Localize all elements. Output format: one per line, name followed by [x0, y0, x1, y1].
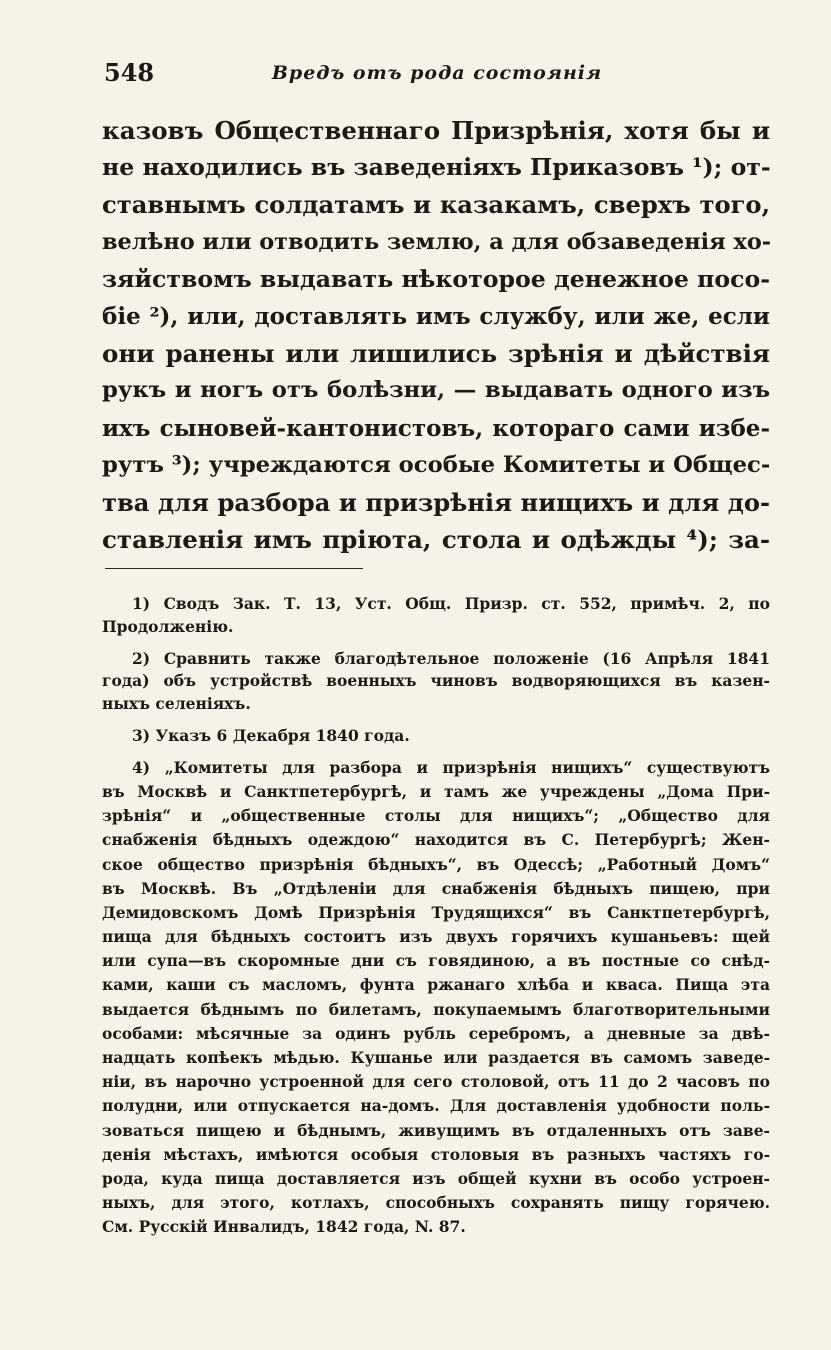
footnote-line: рода, куда пища доставляется изъ общей кухни въ особо устроен- — [102, 1168, 770, 1188]
running-title: Вредъ отъ рода состоянія — [271, 62, 603, 84]
footnote-2 — [102, 648, 770, 716]
footnote-line: полудни, или отпускается на-домъ. Для доставленія удобности поль- — [102, 1096, 770, 1116]
footnote-line: въ Москвѣ и Санктпетербургѣ, и тамъ же учреждены „Дома При- — [102, 781, 770, 801]
footnote-line: См. Русскій Инвалидъ, 1842 года, N. 87. — [102, 1217, 466, 1237]
footnote-line: въ Москвѣ. Въ „Отдѣленіи для снабженія бѣдныхъ пищею, при — [102, 878, 770, 898]
footnotes — [102, 593, 770, 1248]
footnote-line: ныхъ, для этого, котлахъ, способныхъ сохранять пищу горячею. — [102, 1193, 770, 1213]
footnote-line: ныхъ селеніяхъ. — [102, 694, 251, 714]
footnote-line: особами: мѣсячные за одинъ рубль серебромъ, а дневные за двѣ- — [102, 1023, 770, 1043]
body-line: не находились въ заведеніяхъ Приказовъ ¹); от- — [102, 153, 771, 182]
body-line: рукъ и ногъ отъ болѣзни, — выдавать одного изъ — [102, 377, 770, 404]
page-number: 548 — [104, 58, 155, 87]
footnote-line: ское общество призрѣнія бѣдныхъ“, въ Одессѣ; „Работный Домъ“ — [102, 854, 770, 874]
footnote-line: года) объ устройствѣ военныхъ чиновъ водворяющихся въ казен- — [102, 671, 770, 691]
body-line: казовъ Общественнаго Призрѣнія, хотя бы и — [102, 116, 770, 145]
footnote-line: надцать копѣекъ мѣдью. Кушанье или раздается въ самомъ заведе- — [102, 1048, 770, 1068]
footnote-line: или супа—въ скоромные дни съ говядиною, а въ постные со снѣд- — [102, 951, 770, 971]
footnote-line: ками, каши съ масломъ, фунта ржанаго хлѣба и кваса. Пища эта — [102, 975, 770, 995]
footnote-line: 3) Указъ 6 Декабря 1840 года. — [132, 725, 410, 745]
footnote-line: 4) „Комитеты для разбора и призрѣнія нищихъ“ существуютъ — [132, 757, 770, 777]
page-header — [104, 58, 770, 88]
footnote-line: Демидовскомъ Домѣ Призрѣнія Трудящихся“ въ Санктпетербургѣ, — [102, 902, 770, 922]
footnote-separator — [105, 568, 363, 569]
body-line: тва для разбора и призрѣнія нищихъ и для до- — [102, 487, 770, 517]
body-line: рутъ ³); учреждаются особые Комитеты и Общес- — [102, 451, 771, 478]
footnote-line: выдается бѣднымъ по билетамъ, покупаемымъ благотворительными — [102, 999, 770, 1019]
footnote-line: 1) Сводъ Зак. Т. 13, Уст. Общ. Призр. ст. 552, примѣч. 2, по — [132, 594, 770, 613]
body-text — [102, 112, 770, 558]
footnote-3 — [102, 725, 770, 748]
footnote-line: зрѣнія“ и „общественные столы для нищихъ“; „Общество для — [102, 806, 770, 826]
body-line: ставнымъ солдатамъ и казакамъ, сверхъ того, — [102, 190, 770, 220]
footnote-line: ніи, въ нарочно устроенной для сего столовой, отъ 11 до 2 часовъ по — [102, 1072, 770, 1092]
footnote-line: 2) Сравнить также благодѣтельное положеніе (16 Апрѣля 1841 — [132, 648, 770, 668]
footnote-line: пища для бѣдныхъ состоитъ изъ двухъ горячихъ кушаньевъ: щей — [102, 927, 770, 947]
footnote-line: зоваться пищею и бѣднымъ, живущимъ въ отдаленныхъ отъ заве- — [102, 1120, 770, 1140]
footnote-1 — [102, 593, 770, 639]
footnote-4 — [102, 757, 770, 1239]
footnote-line: денія мѣстахъ, имѣются особыя столовыя въ разныхъ частяхъ го- — [102, 1144, 770, 1164]
footnote-line: снабженія бѣдныхъ одеждою“ находится въ С. Петербургѣ; Жен- — [102, 830, 770, 850]
body-line: они ранены или лишились зрѣнія и дѣйствія — [102, 339, 770, 369]
footnote-line: Продолженію. — [102, 616, 234, 636]
body-line: ихъ сыновей-кантонистовъ, котораго сами избе- — [102, 414, 770, 442]
body-line: зяйствомъ выдавать нѣкоторое денежное посо- — [102, 264, 770, 293]
body-line: біе ²), или, доставлять имъ службу, или же, если — [102, 302, 770, 330]
body-line: ставленія имъ пріюта, стола и одѣжды ⁴); за- — [102, 525, 770, 555]
body-line: велѣно или отводить землю, а для обзаведенія хо- — [102, 228, 772, 255]
